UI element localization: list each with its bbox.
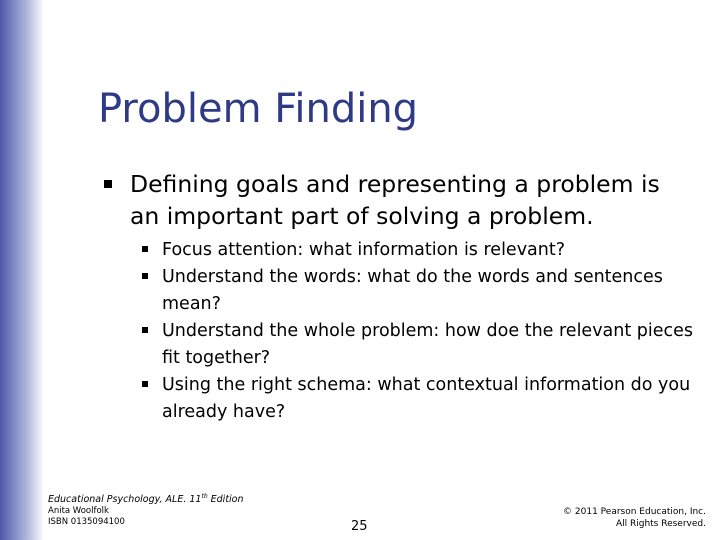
sub-bullet-item — [162, 264, 702, 318]
footer-book-title — [48, 491, 244, 505]
side-gradient-band — [0, 0, 44, 540]
sub-bullet-text: Using the right schema: what contextual information do you already have? — [162, 375, 691, 422]
book-title-sup: th — [201, 493, 208, 500]
footer-book-info — [48, 491, 244, 528]
bullet-square-icon — [104, 180, 112, 188]
sub-bullet-item — [162, 372, 702, 426]
sub-bullet-text: Understand the words: what do the words and sentences mean? — [162, 267, 663, 314]
slide-title: Problem Finding — [98, 86, 419, 132]
bullet-square-icon — [142, 327, 148, 333]
book-title-edition: Edition — [207, 494, 244, 506]
bullet-square-icon — [142, 273, 148, 279]
sub-bullet-item — [162, 318, 702, 372]
sub-bullet-text: Focus attention: what information is relevant? — [162, 240, 566, 260]
sub-bullet-item — [162, 237, 702, 264]
footer-copyright-block — [563, 506, 706, 530]
footer-copyright: © 2011 Pearson Education, Inc. — [563, 507, 706, 517]
page-number: 25 — [351, 519, 368, 534]
bullet-square-icon — [142, 381, 148, 387]
footer-isbn: ISBN 0135094100 — [48, 517, 125, 528]
main-bullet-text: Defining goals and representing a problem is an important part of solving a problem. — [130, 170, 660, 230]
book-title-text: Educational Psychology, ALE. 11 — [48, 494, 202, 506]
footer-rights: All Rights Reserved. — [615, 519, 706, 529]
sub-bullet-list — [162, 237, 702, 426]
sub-bullet-text: Understand the whole problem: how doe the relevant pieces fit together? — [162, 321, 694, 368]
bullet-square-icon — [142, 246, 148, 252]
footer-author: Anita Woolfolk — [48, 506, 109, 517]
